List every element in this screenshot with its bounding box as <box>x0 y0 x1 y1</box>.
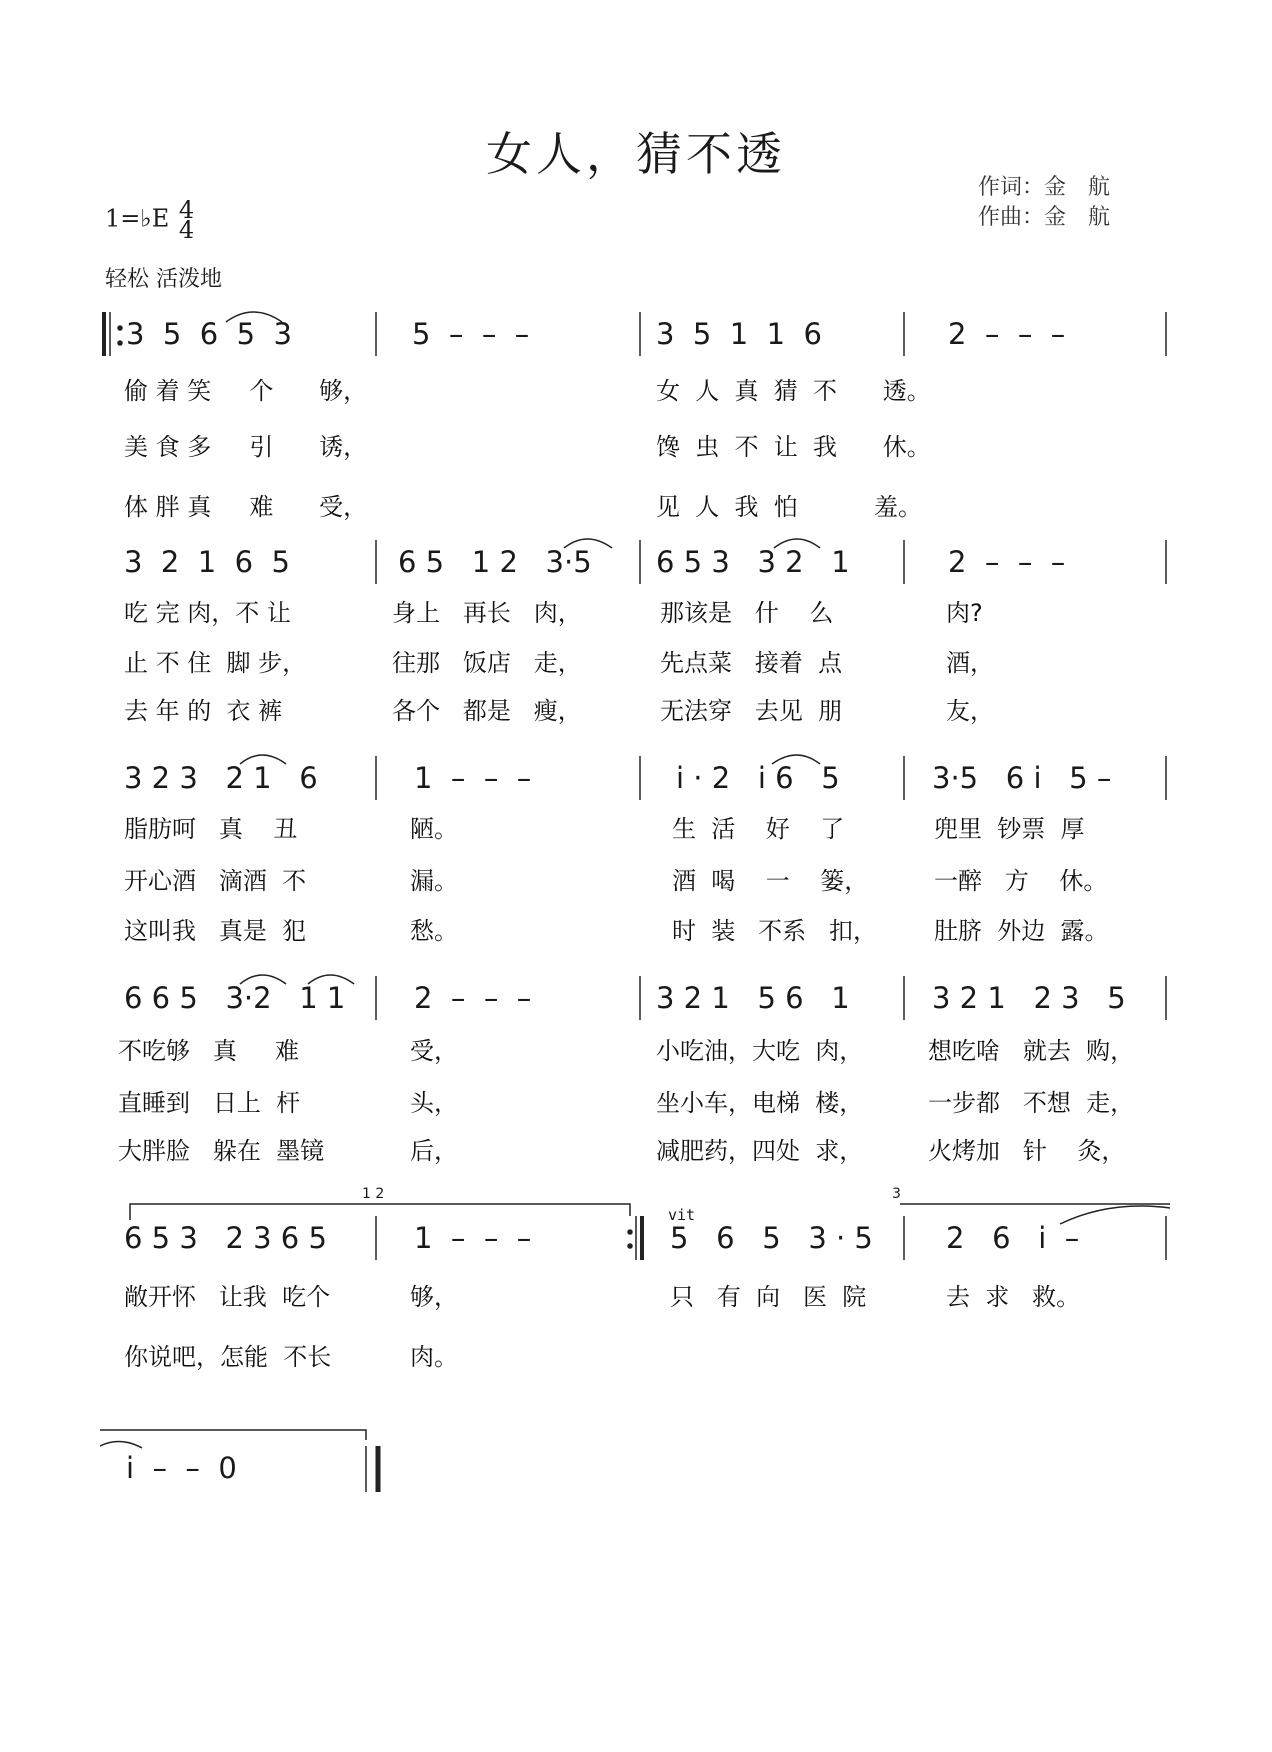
system-5-notes <box>0 1218 1272 1258</box>
measure: 2 6 i – <box>946 1221 1080 1255</box>
lyric-line: 开心酒 滴酒 不 <box>124 867 307 895</box>
lyric-line: 你说吧，怎能 不长 <box>124 1343 332 1371</box>
measure: i · 2 i 6 5 <box>676 761 840 795</box>
lyric-line: 肉。 <box>410 1343 458 1371</box>
measure: 6 5 3 2 3 6 5 <box>124 1221 327 1255</box>
song-title: 女人，猜不透 <box>486 127 786 181</box>
lyric-line: 往那 饭店 走， <box>392 649 582 677</box>
lyric-line: 一步都 不想 走， <box>928 1089 1135 1117</box>
measure: 3 2 1 6 5 <box>124 545 290 579</box>
volta-1-label: 1 2 <box>362 1186 385 1202</box>
key-label: 1=♭E <box>105 204 170 233</box>
measure: 3 2 1 2 3 5 <box>932 981 1126 1015</box>
composer-credit: 作曲：金 航 <box>978 205 1111 230</box>
lyric-line: 兜里 钞票 厚 <box>934 815 1085 843</box>
lyric-line: 这叫我 真是 犯 <box>124 917 307 945</box>
lyric-line: 酒， <box>946 649 994 677</box>
lyric-line: 漏。 <box>410 867 458 895</box>
system-3-notes <box>0 758 1272 798</box>
lyric-line: 小吃油，大吃 肉， <box>656 1037 864 1065</box>
lyric-line: 一醉 方 休。 <box>934 867 1108 895</box>
time-bottom: 4 <box>178 216 195 244</box>
lyric-line: 生 活 好 了 <box>672 815 845 843</box>
lyric-line: 酒 喝 一 篓， <box>672 867 869 895</box>
system-1-notes <box>0 314 1272 354</box>
lyric-line: 后， <box>410 1137 458 1165</box>
lyric-line: 去 求 救。 <box>946 1283 1081 1311</box>
measure: 2 – – – <box>414 981 532 1015</box>
lyric-line: 友， <box>946 697 994 725</box>
lyric-line: 肚脐 外边 露。 <box>934 917 1109 945</box>
measure: 6 6 5 3·2 1 1 <box>124 981 346 1015</box>
measure: 1 – – – <box>414 761 532 795</box>
measure: 6 5 3 3 2 1 <box>656 545 850 579</box>
measure: 5 – – – <box>412 317 530 351</box>
lyricist-credit: 作词：金 航 <box>978 175 1111 200</box>
lyric-line: 坐小车，电梯 楼， <box>656 1089 864 1117</box>
measure: 3 5 6 5 3 <box>126 317 292 351</box>
measure: 3 5 1 1 6 <box>656 317 822 351</box>
tempo-marking: 轻松 活泼地 <box>105 267 222 292</box>
lyric-line: 直睡到 日上 杆 <box>118 1089 301 1117</box>
lyric-line: 馋 虫 不 让 我 休。 <box>656 433 931 461</box>
measure: 3·5 6 i 5 – <box>932 761 1112 795</box>
measure: 2 – – – <box>948 545 1066 579</box>
lyric-line: 头， <box>410 1089 458 1117</box>
measure: i – – 0 <box>126 1451 237 1485</box>
lyric-line: 见 人 我 怕 羞。 <box>656 493 923 521</box>
lyric-line: 想吃啥 就去 购， <box>928 1037 1135 1065</box>
measure: 2 – – – <box>948 317 1066 351</box>
measure: 6 5 1 2 3·5 <box>398 545 592 579</box>
lyric-line: 脂肪呵 真 丑 <box>124 815 298 843</box>
lyric-line: 先点菜 接着 点 <box>660 649 843 677</box>
lyric-line: 止 不 住 脚 步， <box>124 649 307 677</box>
system-4-notes <box>0 978 1272 1018</box>
volta-2-label: 3 <box>892 1186 901 1202</box>
measure: 1 – – – <box>414 1221 532 1255</box>
lyric-line: 火烤加 针 灸， <box>928 1137 1126 1165</box>
system-6-notes <box>0 1448 1272 1488</box>
lyric-line: 去 年 的 衣 裤 <box>124 697 283 725</box>
lyric-line: 够， <box>410 1283 458 1311</box>
measure: 3 2 1 5 6 1 <box>656 981 850 1015</box>
lyric-line: 愁。 <box>410 917 458 945</box>
lyric-line: 肉? <box>946 599 983 627</box>
lyric-line: 只 有 向 医 院 <box>670 1283 867 1311</box>
lyric-line: 那该是 什 么 <box>660 599 834 627</box>
system-2-notes <box>0 542 1272 582</box>
measure: 3 2 3 2 1 6 <box>124 761 318 795</box>
lyric-line: 受， <box>410 1037 458 1065</box>
lyric-line: 陋。 <box>410 815 458 843</box>
lyric-line: 敞开怀 让我 吃个 <box>124 1283 331 1311</box>
lyric-line: 体 胖 真 难 受， <box>124 493 368 521</box>
lyric-line: 大胖脸 躲在 墨镜 <box>118 1137 325 1165</box>
time-top: 4 <box>178 196 195 224</box>
lyric-line: 无法穿 去见 朋 <box>660 697 843 725</box>
lyric-line: 身上 再长 肉， <box>392 599 582 627</box>
lyric-line: 女 人 真 猜 不 透。 <box>656 377 931 405</box>
lyric-line: 美 食 多 引 诱， <box>124 433 368 461</box>
lyric-line: 吃 完 肉，不 让 <box>124 599 291 627</box>
lyric-line: 不吃够 真 难 <box>118 1037 300 1065</box>
lyric-line: 偷 着 笑 个 够， <box>124 377 368 405</box>
lyric-line: 减肥药，四处 求， <box>656 1137 864 1165</box>
vit-marking: vit <box>668 1206 696 1224</box>
lyric-line: 各个 都是 瘦， <box>392 697 582 725</box>
measure: 5 6 5 3 · 5 <box>670 1221 873 1255</box>
lyric-line: 时 装 不系 扣， <box>672 917 878 945</box>
